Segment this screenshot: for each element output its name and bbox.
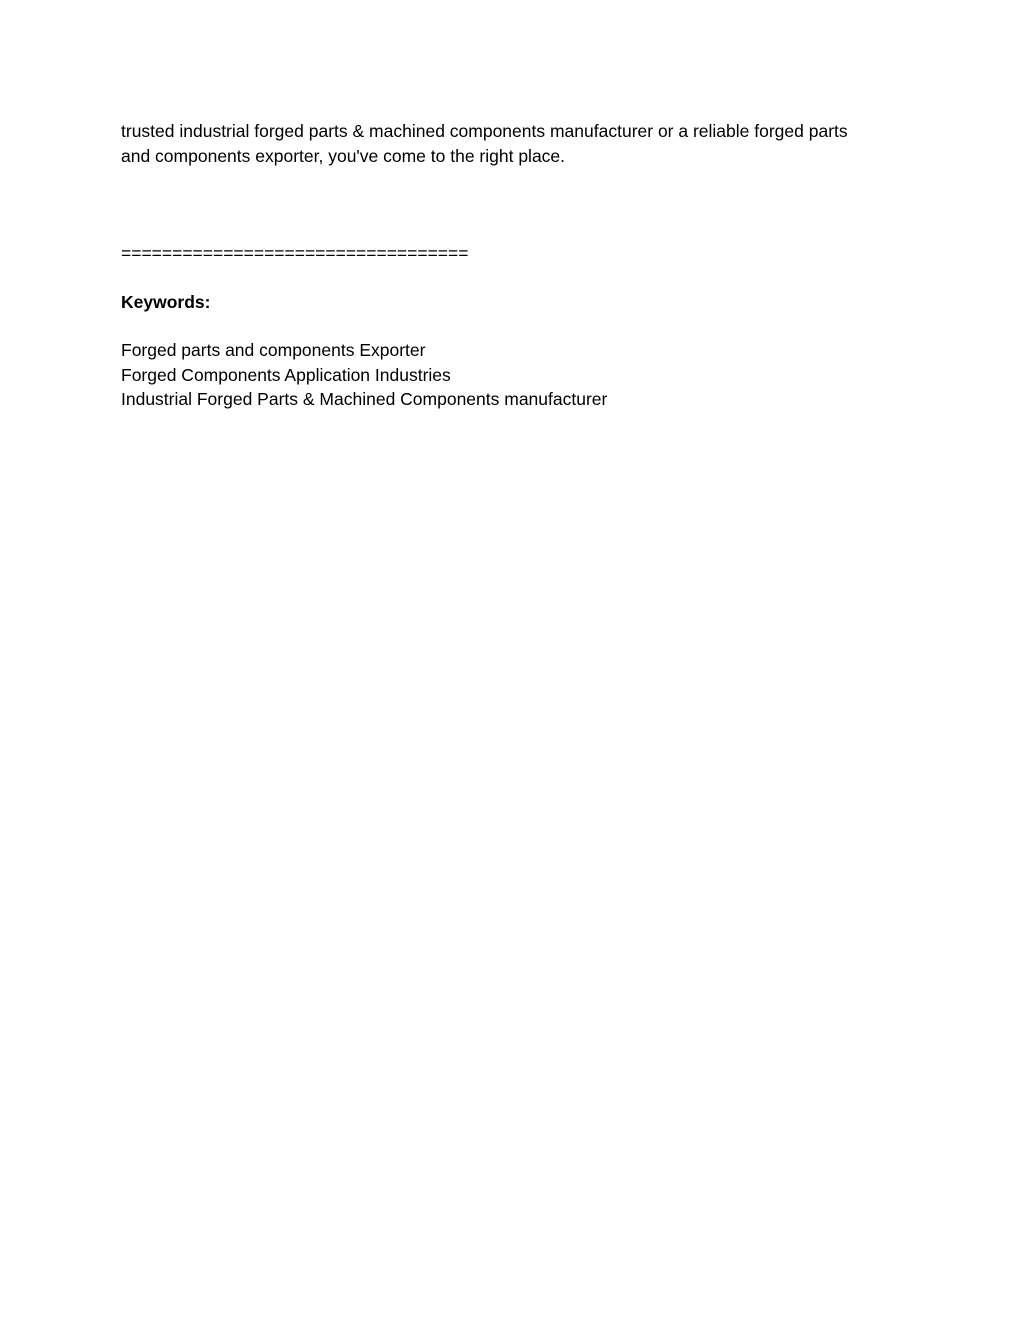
intro-paragraph — [121, 119, 901, 168]
intro-line: trusted industrial forged parts & machined components manufacturer or a reliable forged parts — [121, 121, 848, 141]
keywords-list — [121, 338, 901, 412]
document-body — [121, 119, 901, 412]
separator-line: ================================== — [121, 243, 469, 263]
keywords-heading: Keywords: — [121, 291, 211, 312]
keyword-item: Industrial Forged Parts & Machined Components manufacturer — [121, 389, 608, 409]
keyword-item: Forged parts and components Exporter — [121, 340, 426, 360]
intro-line: and components exporter, you've come to the right place. — [121, 145, 566, 166]
keyword-item: Forged Components Application Industries — [121, 364, 451, 385]
